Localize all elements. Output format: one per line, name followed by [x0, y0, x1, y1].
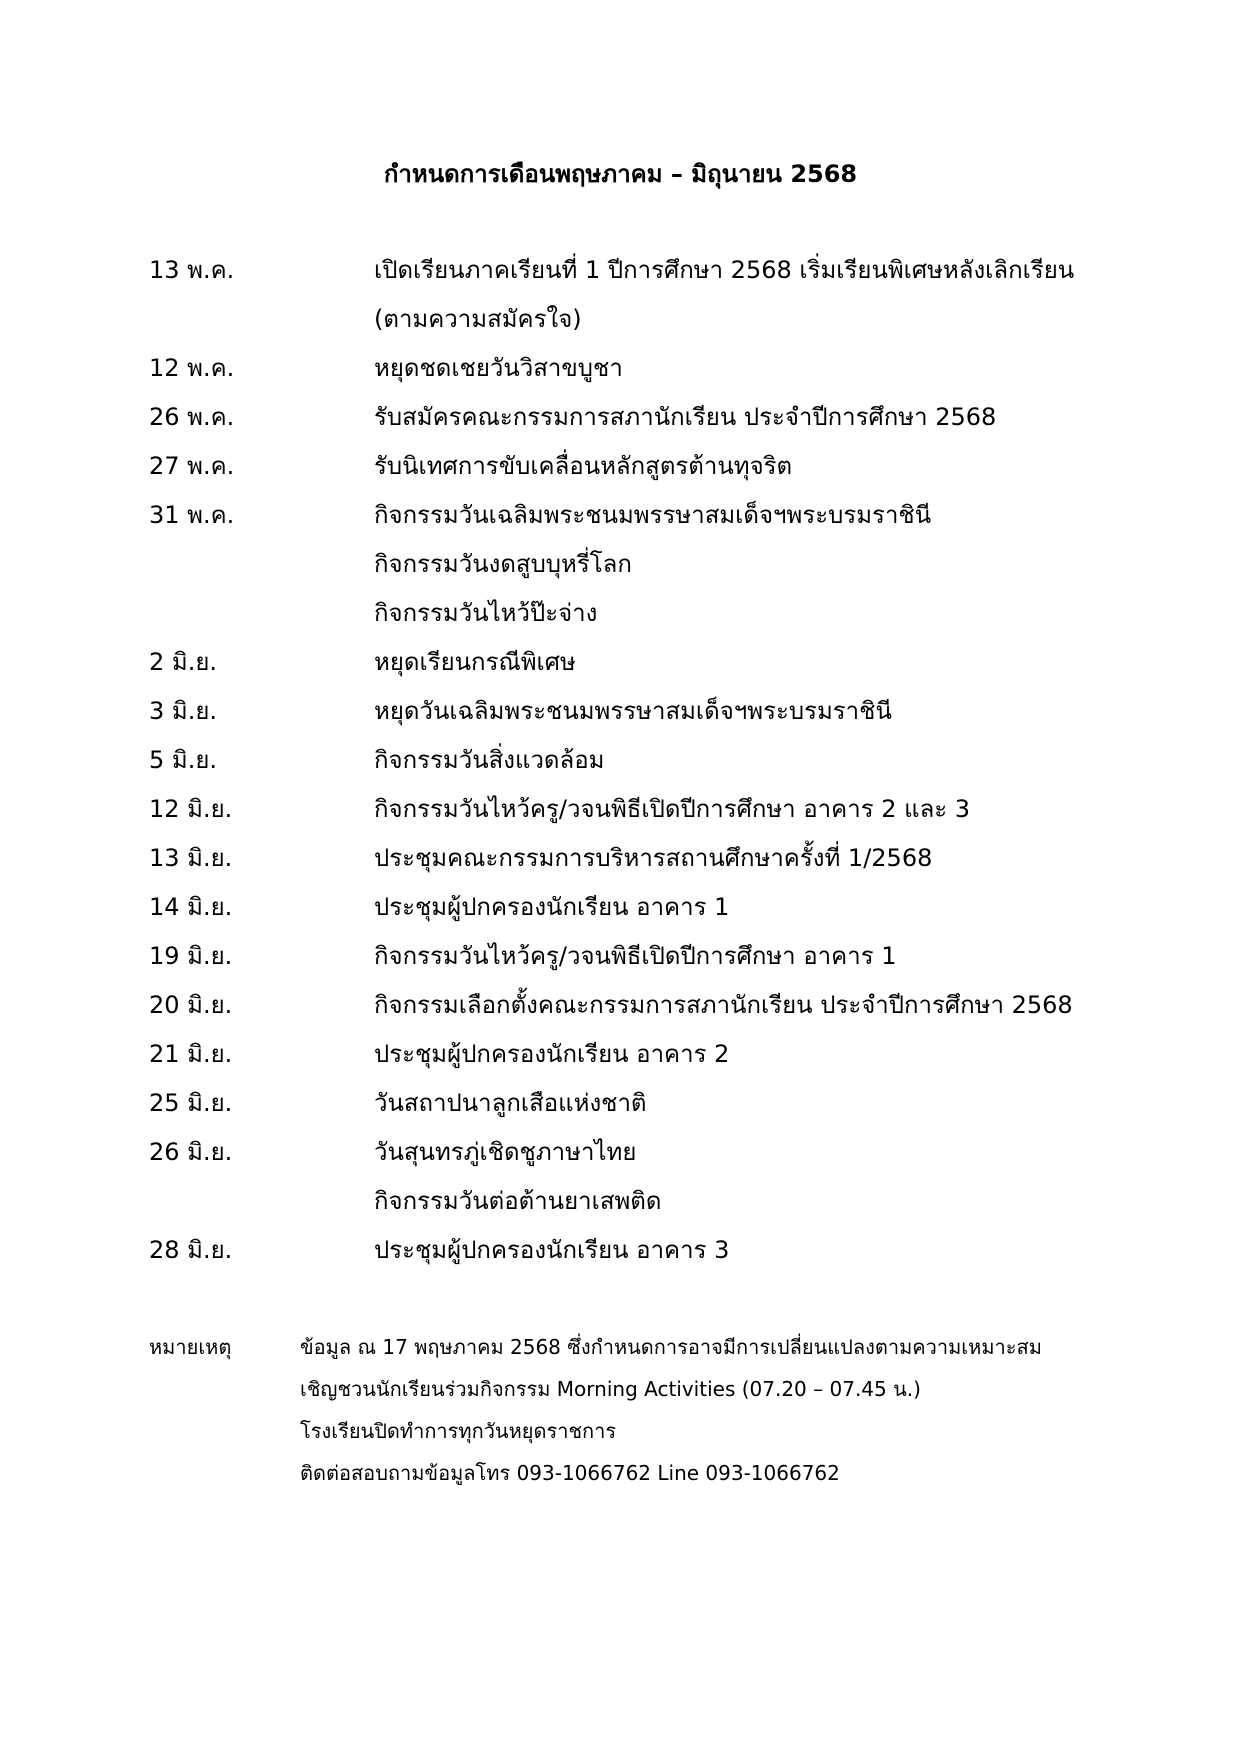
notes-body [300, 1326, 1109, 1494]
schedule-entry [149, 1030, 1109, 1079]
schedule-entry [149, 1128, 1109, 1226]
schedule-entry [149, 785, 1109, 834]
entry-description [374, 981, 1109, 1030]
entry-line: วันสุนทรภู่เชิดชูภาษาไทย [374, 1138, 637, 1166]
note-line: โรงเรียนปิดทำการทุกวันหยุดราชการ [300, 1419, 617, 1443]
entry-description [374, 393, 1109, 442]
entry-description [374, 1079, 1109, 1128]
schedule-entry [149, 344, 1109, 393]
entry-description [374, 1226, 1109, 1275]
entry-description [374, 834, 1109, 883]
note-line: เชิญชวนนักเรียนร่วมกิจกรรม Morning Activities (07.20 – 07.45 น.) [300, 1377, 921, 1401]
schedule-entry [149, 638, 1109, 687]
entry-line: กิจกรรมวันเฉลิมพระชนมพรรษาสมเด็จฯพระบรมราชินี [374, 501, 932, 529]
entry-line: รับนิเทศการขับเคลื่อนหลักสูตรต้านทุจริต [374, 452, 793, 480]
page-title: กำหนดการเดือนพฤษภาคม – มิถุนายน 2568 [383, 160, 858, 188]
entry-date: 14 มิ.ย. [149, 893, 233, 921]
entry-description [374, 883, 1109, 932]
schedule-entry [149, 491, 1109, 638]
entry-date: 26 มิ.ย. [149, 1138, 233, 1166]
entry-description [374, 1128, 1109, 1226]
notes-label: หมายเหตุ [149, 1335, 232, 1359]
entry-line: วันสถาปนาลูกเสือแห่งชาติ [374, 1089, 647, 1117]
schedule-entry [149, 736, 1109, 785]
entry-line: ประชุมคณะกรรมการบริหารสถานศึกษาครั้งที่ 1/2568 [374, 844, 933, 872]
entry-description [374, 491, 1109, 638]
entry-description [374, 687, 1109, 736]
entry-line: กิจกรรมเลือกตั้งคณะกรรมการสภานักเรียน ประจำปีการศึกษา 2568 [374, 991, 1073, 1019]
schedule-entry [149, 442, 1109, 491]
entry-date: 20 มิ.ย. [149, 991, 233, 1019]
entry-date: 5 มิ.ย. [149, 746, 218, 774]
schedule-list [149, 246, 1109, 1275]
entry-line: รับสมัครคณะกรรมการสภานักเรียน ประจำปีการศึกษา 2568 [374, 403, 997, 431]
entry-line: เปิดเรียนภาคเรียนที่ 1 ปีการศึกษา 2568 เริ่มเรียนพิเศษหลังเลิกเรียน [374, 256, 1075, 284]
entry-date: 2 มิ.ย. [149, 648, 218, 676]
entry-description [374, 638, 1109, 687]
entry-description [374, 736, 1109, 785]
entry-date: 28 มิ.ย. [149, 1236, 233, 1264]
note-line: ติดต่อสอบถามข้อมูลโทร 093-1066762 Line 093-1066762 [300, 1461, 840, 1485]
schedule-entry [149, 1079, 1109, 1128]
entry-line: หยุดชดเชยวันวิสาขบูชา [374, 354, 623, 382]
schedule-entry [149, 246, 1109, 344]
entry-line: หยุดเรียนกรณีพิเศษ [374, 648, 576, 676]
entry-line: ประชุมผู้ปกครองนักเรียน อาคาร 1 [374, 893, 730, 921]
entry-date: 19 มิ.ย. [149, 942, 233, 970]
entry-date: 3 มิ.ย. [149, 697, 218, 725]
entry-line: กิจกรรมวันไหว้ครู/วจนพิธีเปิดปีการศึกษา อาคาร 2 และ 3 [374, 795, 971, 823]
entry-description [374, 932, 1109, 981]
schedule-entry [149, 932, 1109, 981]
entry-description [374, 344, 1109, 393]
schedule-entry [149, 834, 1109, 883]
schedule-entry [149, 1226, 1109, 1275]
entry-date: 26 พ.ค. [149, 403, 235, 431]
entry-line: กิจกรรมวันไหว้ครู/วจนพิธีเปิดปีการศึกษา อาคาร 1 [374, 942, 897, 970]
schedule-entry [149, 981, 1109, 1030]
schedule-entry [149, 393, 1109, 442]
entry-date: 13 พ.ค. [149, 256, 235, 284]
entry-date: 31 พ.ค. [149, 501, 235, 529]
entry-line: กิจกรรมวันสิ่งแวดล้อม [374, 746, 605, 774]
entry-date: 13 มิ.ย. [149, 844, 233, 872]
note-line: ข้อมูล ณ 17 พฤษภาคม 2568 ซึ่งกำหนดการอาจมีการเปลี่ยนแปลงตามความเหมาะสม [300, 1335, 1042, 1359]
entry-date: 21 มิ.ย. [149, 1040, 233, 1068]
entry-line: ประชุมผู้ปกครองนักเรียน อาคาร 3 [374, 1236, 730, 1264]
entry-date: 25 มิ.ย. [149, 1089, 233, 1117]
notes-section [149, 1326, 1109, 1494]
entry-line: (ตามความสมัครใจ) [374, 305, 582, 333]
entry-line: กิจกรรมวันงดสูบบุหรี่โลก [374, 550, 632, 578]
entry-description [374, 442, 1109, 491]
entry-date: 27 พ.ค. [149, 452, 235, 480]
entry-date: 12 พ.ค. [149, 354, 235, 382]
entry-date: 12 มิ.ย. [149, 795, 233, 823]
schedule-entry [149, 883, 1109, 932]
entry-line: กิจกรรมวันต่อต้านยาเสพติด [374, 1187, 662, 1215]
entry-description [374, 246, 1109, 344]
schedule-entry [149, 687, 1109, 736]
entry-line: กิจกรรมวันไหว้ป๊ะจ่าง [374, 599, 598, 627]
entry-description [374, 785, 1109, 834]
entry-line: ประชุมผู้ปกครองนักเรียน อาคาร 2 [374, 1040, 730, 1068]
entry-description [374, 1030, 1109, 1079]
entry-line: หยุดวันเฉลิมพระชนมพรรษาสมเด็จฯพระบรมราชินี [374, 697, 892, 725]
